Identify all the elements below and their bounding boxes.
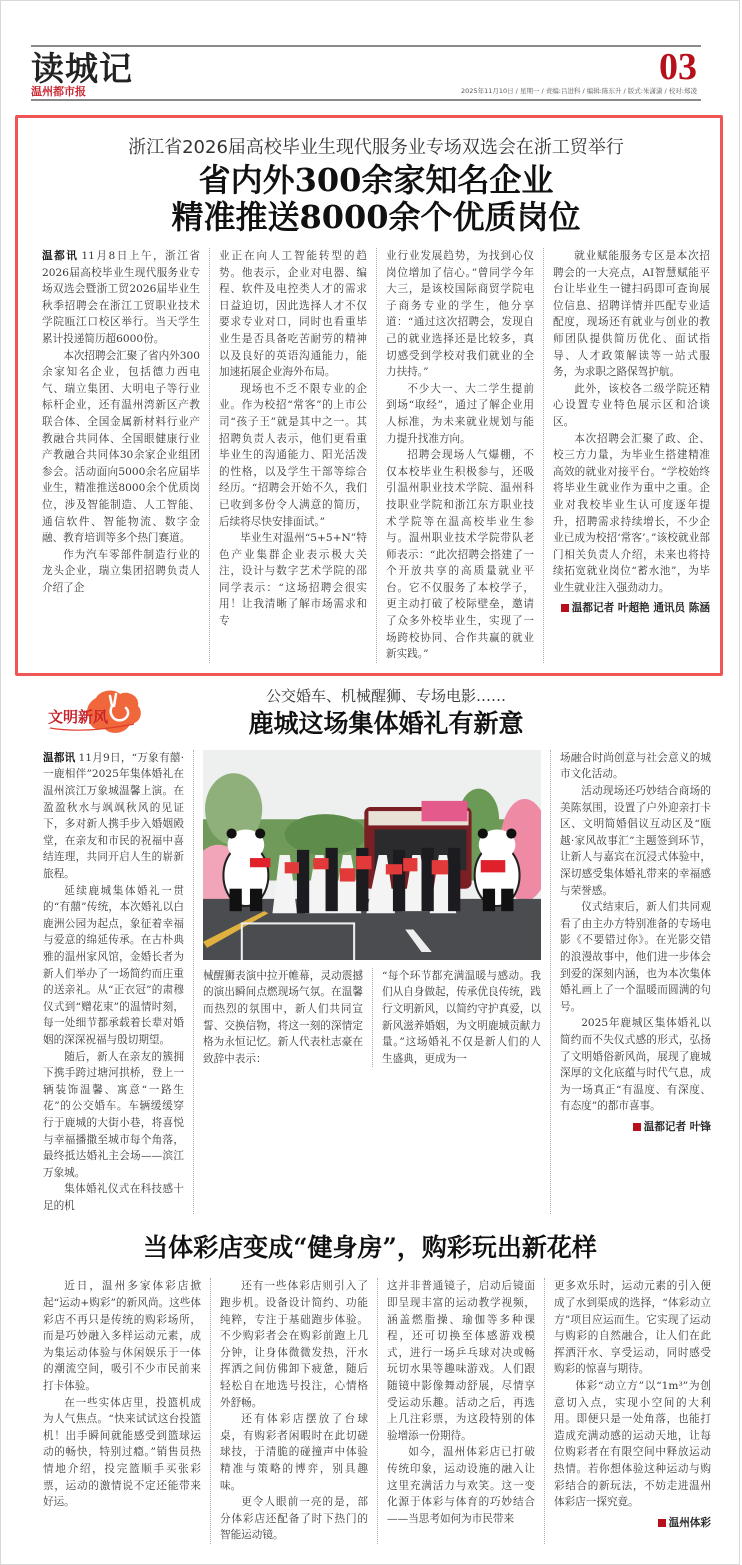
section-title: 读城记 [31,49,133,88]
article1-column [42,248,209,663]
paper-name: 温州都市报 [31,85,86,98]
paragraph [43,883,184,1049]
highlighted-article-box [15,115,723,676]
byline-marker-icon [561,604,569,612]
article2-kicker: 公交婚车、机械醒狮、专场电影…… [265,686,506,705]
paragraph [219,248,367,381]
wenming-xinfeng-logo [44,688,144,740]
paragraph-text: 此外，该校各二级学院还精心设置专业特色展示区和洽谈区。 [553,382,710,428]
article2-column [43,750,193,1215]
paragraph [560,899,711,1015]
paragraph [387,1444,535,1527]
paragraph [42,348,200,547]
paragraph-text: 更令人眼前一亮的是，部分体彩店还配备了时下热门的智能运动镜。 [220,1496,368,1542]
paragraph-text: 现场也不乏不限专业的企业。作为校招“常客”的上市公司“孩子王”就是其中之一。其招聘负责人表示，他们更看重毕业生的沟通能力、阳光活泼的性格，以及学生干部等综合经历。“招聘会开始不久，我们已收到多份令人满意的简历，后续将尽快安排面试。” [219,382,367,528]
article2-middle [193,750,551,1215]
paragraph [43,1278,201,1394]
paragraph-text: 2025年鹿城区集体婚礼以简约而不失仪式感的形式，弘扬了文明婚俗新风尚，展现了鹿城深厚的文化底蕴与时代气息，成为一场真正“有温度、有深度、有态度”的都市喜事。 [560,1017,711,1113]
wedding-photo [203,750,541,960]
article3-column [554,1278,711,1510]
paragraph [43,1049,184,1182]
page-number: 03 [659,46,697,88]
paragraph-text: 体彩“动立方”以“1m³”为创意切入点，实现小空间的大利用。即便只是一处角落，也能打造成充满动感的运动天地，让每位购彩者在有限空间中释放运动热情。若你想体验这种运动与购彩结合的新玩法，不妨走进温州体彩店一探究竟。 [554,1380,711,1509]
paragraph-text: 还有一些体彩店则引入了跑步机。设备设计简约、功能纯粹，专注于基础跑步体验。不少购彩者会在购彩前跑上几分钟，让身体微微发热，汗水挥洒之间仿佛卸下疲惫，随后轻松自在地选号投注，心情格外舒畅。 [220,1280,368,1409]
article3-headline: 当体彩店变成“健身房”，购彩玩出新花样 [143,1233,597,1263]
article3-byline [554,1515,711,1532]
paragraph [560,1015,711,1115]
paragraph-text: “每个环节都充满温暖与感动。我们从自身做起，传承优良传统，践行文明新风，以简约守护真爱，以新风滋养婚姻，为文明鹿城贡献力量。”这场婚礼不仅是新人们的人生盛典，更成为一 [382,969,541,1065]
paragraph-text: 近日，温州多家体彩店掀起“运动+购彩”的新风尚。这些体彩店不再只是传统的购彩场所，而是巧妙融入多样运动元素，成为集运动体验与休闲娱乐于一体的潮流空间，吸引不少市民前来打卡体验。 [43,1280,201,1393]
top-rule [31,45,701,47]
article1-column [553,248,710,596]
article1-column [376,248,543,663]
dateline: 温都讯 [43,751,76,764]
paragraph [220,1411,368,1494]
paragraph-text: 本次招聘会汇聚了省内外300余家知名企业，包括德力西电气、瑞立集团、大明电子等行业标杆企业，还有温州湾新区产教联合体、全国金属新材料行业产教融合共同体、全国眼健康行业产教融合共同体30余家企业组团参会。活动面向5000余名应届毕业生，精准推送8000余个优质岗位，涉及智能制造、人工智能、通信软件、智能物流、数字金融、教育培训等多个热门赛道。 [42,349,200,545]
paragraph [220,1278,368,1411]
byline-marker-icon [658,1519,666,1527]
article2-column [372,968,541,1068]
paragraph-text: 不少大一、大二学生提前到场“取经”，通过了解企业用人标准，为未来就业规划与能力提升找准方向。 [386,382,534,445]
paragraph-text: 这并非普通镜子，启动后镜面即呈现丰富的运动教学视频，涵盖燃脂操、瑜伽等多种课程，还可切换至体感游戏模式，进行一场乒乓球对决或畅玩切水果等趣味游戏。人们跟随镜中影像舞动舒展，尽情享受运动乐趣。活动之后，再选上几注彩票，为这段特别的体验增添一份期待。 [387,1280,535,1442]
paragraph-text: 随后，新人在亲友的簇拥下携手跨过塘河拱桥，登上一辆装饰温馨、寓意“一路生花”的公交婚车。车辆缓缓穿行于鹿城的大街小巷，将喜悦与幸福播撒至城市每个角落，最终抵达婚礼主会场——滨江万象城。 [43,1050,184,1179]
paragraph-text: 毕业生对温州“5+5+N”特色产业集群企业表示极大关注，设计与数字艺术学院的邵同学表示：“这场招聘会很实用！让我清晰了解市场需求和专 [219,532,367,628]
paragraph-text: 还有体彩店摆放了台球桌，有购彩者闲暇时在此切磋球技，于清脆的碰撞声中体验精准与策略的博弈，别具趣味。 [220,1413,368,1492]
article1-byline [553,600,710,617]
paragraph [554,1378,711,1511]
paragraph [553,431,710,597]
paragraph-text: 业行业发展趋势，为找到心仪岗位增加了信心。”曾同学今年大三，是该校国际商贸学院电子商务专业的学生，他分享道：“通过这次招聘会，发现自己的就业选择还是比较多，真切感受到学校对我们就业的全力扶持。” [386,250,534,379]
article1-column [209,248,376,663]
paragraph [386,447,534,663]
paragraph [554,1278,711,1378]
paragraph-text: 11月8日上午，浙江省2026届高校毕业生现代服务业专场双选会暨浙工贸2026届毕业生秋季招聘会在浙江工贸职业技术学院瓯江口校区举行。当天学生累计投递简历超6000份。 [42,250,200,345]
paragraph-text: 如今，温州体彩店已打破传统印象，运动设施的融入让这里充满活力与欢笑。这一变化源于体彩与体育的巧妙结合——当思考如何为市民带来 [387,1446,535,1525]
article1-headline-line2: 精准推送8000余个优质岗位 [171,198,581,236]
paragraph-text: 11月9日，“万象有囍·一鹿相伴”2025年集体婚礼在温州滨江万象城温馨上演。在盈盈秋水与飒飒秋风的见证下，多对新人携手步入婚姻殿堂，在亲友和市民的祝福中喜结连理，共同开启人生的崭新旅程。 [43,751,184,880]
byline-text: 温都记者 叶超艳 通讯员 陈涵 [571,602,710,615]
paragraph [220,1494,368,1544]
article2-column [560,750,711,1115]
paragraph [43,1395,201,1511]
paragraph [42,547,200,597]
paragraph-text: 作为汽车零部件制造行业的龙头企业，瑞立集团招聘负责人介绍了企 [42,548,200,594]
paragraph-text: 械醒狮表演中拉开帷幕，灵动震撼的演出瞬间点燃现场气氛。在温馨而热烈的氛围中，新人们共同宣誓、交换信物，将这一刻的深情定格为永恒记忆。新人代表杜志豪在致辞中表示： [203,969,363,1065]
article2-body [43,750,711,1215]
paragraph-text: 仪式结束后，新人们共同观看了由主办方特别准备的专场电影《不要错过你》。在光影交错的浪漫故事中，他们进一步体会到爱的深刻内涵，也为本次集体婚礼画上了一个温暖而圆满的句号。 [560,901,711,1013]
article1-body [42,248,710,663]
paragraph [219,530,367,630]
article3-column-wrap [544,1278,711,1544]
paragraph [386,248,534,381]
byline-marker-icon [633,1123,641,1131]
paragraph [42,248,200,348]
article2-under-photo [203,968,541,1068]
article1-column-wrap [543,248,710,663]
article3-column [377,1278,544,1544]
paragraph [382,968,541,1068]
paragraph [560,783,711,899]
article2-column [203,968,372,1068]
paragraph-text: 招聘会现场人气爆棚，不仅本校毕业生积极参与，还吸引温州职业技术学院、温州科技职业学院和浙江东方职业技术学院等在温高校毕业生参与。温州职业技术学院带队老师表示：“此次招聘会搭建了一个开放共享的高质量就业平台。它不仅服务了本校学子，更主动打破了校际壁垒，邀请了众多外校毕业生，实现了一场跨校协同、合作共赢的就业新实践。” [386,449,534,661]
paragraph-text: 更多欢乐时，运动元素的引入便成了水到渠成的选择，“体彩动立方”项目应运而生。它实现了运动与购彩的自然融合，让人们在此挥洒汗水、享受运动，同时感受购彩的惊喜与期待。 [554,1280,711,1376]
masthead [1,1,739,105]
paragraph [387,1278,535,1444]
article1-kicker: 浙江省2026届高校毕业生现代服务业专场双选会在浙工贸举行 [128,137,624,158]
article3-column [210,1278,377,1544]
paragraph-text: 在一些实体店里，投篮机成为人气焦点。“快来试试这台投篮机！出手瞬间就能感受到篮球运动的畅快，特别过瘾。”销售员热情地介绍，投完篮顺手买张彩票，运动的激情说不定还能带来好运。 [43,1396,201,1509]
paragraph-text: 场融合时尚创意与社会意义的城市文化活动。 [560,751,711,781]
paragraph-text: 业正在向人工智能转型的趋势。他表示，企业对电器、编程、软件及电控类人才的需求日益迫切，因此选择人才不仅要求专业对口，同时也看重毕业生是否具备吃苦耐劳的精神以及良好的英语沟通能力，能加速拓展企业海外布局。 [219,250,367,379]
paragraph [553,381,710,431]
article2-column-wrap [551,750,711,1215]
paragraph-text: 就业赋能服务专区是本次招聘会的一大亮点，AI智慧赋能平台让毕业生一键扫码即可查询展位信息、招聘详情并匹配专业适配度，现场还有就业与创业的教师团队提供简历优化、面试指导、人才政策解读等一站式服务，为求职之路保驾护航。 [553,250,710,379]
couples [272,848,460,913]
article2-header [1,684,739,746]
paragraph [43,750,184,883]
paragraph [219,381,367,530]
paragraph [560,750,711,783]
logo-text: 文明新风 [48,707,109,726]
header-bottom-rule [31,99,701,101]
paragraph-text: 活动现场还巧妙结合商场的美陈氛围，设置了户外迎亲打卡区、文明简婚倡议互动区及“瓯越·家风故事汇”主题签到环节，让新人与嘉宾在沉浸式体验中，深切感受集体婚礼带来的幸福感与荣誉感。 [560,785,711,897]
paragraph-text: 本次招聘会汇聚了政、企、校三方力量，为毕业生搭建精准高效的就业对接平台。“学校始终将毕业生就业作为重中之重。企业对我校毕业生认可度逐年提升，招聘需求持续增长，不少企业已成为校招‘常客’。”该校就业部门相关负责人介绍，未来也将持续拓宽就业岗位“蓄水池”，为毕业生就业注入强劲动力。 [553,432,710,594]
article3-column [43,1278,210,1544]
edition-meta: 2025年11月10日 / 星期一 / 责编:吕进科 / 编辑:陈东升 / 版式:朱潇潇 / 校对:郑凌 [461,87,697,95]
article2-headline: 鹿城这场集体婚礼有新意 [248,708,524,738]
paragraph [43,1181,184,1214]
byline-text: 温州体彩 [668,1516,711,1529]
paragraph [386,381,534,447]
paragraph [203,968,363,1068]
byline-text: 温都记者 叶锋 [643,1120,711,1133]
article1-headline-line1: 省内外300余家知名企业 [198,161,554,199]
article3-body [43,1278,711,1544]
panda-right [475,828,520,911]
paragraph [553,248,710,381]
paragraph-text: 集体婚礼仪式在科技感十足的机 [43,1183,184,1212]
dateline: 温都讯 [42,250,79,262]
article2-byline [560,1119,711,1136]
paragraph-text: 延续鹿城集体婚礼一贯的“有囍”传统，本次婚礼以白鹿洲公园为起点，象征着幸福与爱意的绵延传承。在古朴典雅的温州家风馆，金婚长者为新人们举办了一场简约而庄重的送亲礼。从“正衣冠”的肃穆仪式到“赠花束”的温情时刻，每一处细节都承载着长辈对婚姻的深深祝福与殷切期望。 [43,884,184,1046]
